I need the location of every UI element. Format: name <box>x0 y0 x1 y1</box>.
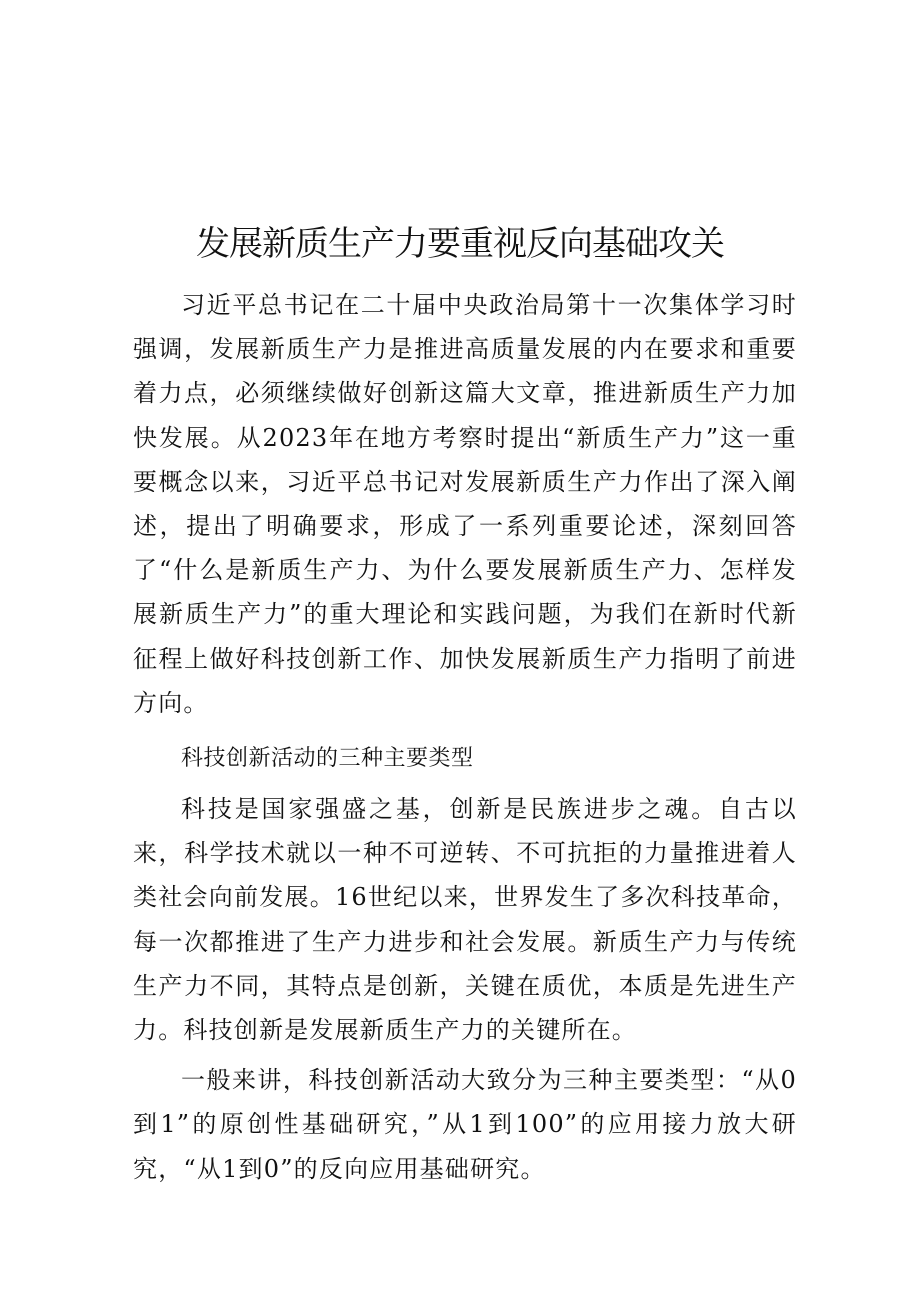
document-title: 发展新质生产力要重视反向基础攻关 <box>196 224 724 264</box>
paragraph-gap <box>133 725 797 731</box>
section-heading: 科技创新活动的三种主要类型 <box>181 746 474 772</box>
paragraph-intro: 习近平总书记在二十届中央政治局第十一次集体学习时强调，发展新质生产力是推进高质量发展的内在要求和重要着力点，必须继续做好创新这篇大文章，推进新质生产力加快发展。从2023年在地方考察时提出“新质生产力”这一重要概念以来，习近平总书记对发展新质生产力作出了深入阐述，提出了明确要求，形成了一系列重要论述，深刻回答了“什么是新质生产力、为什么要发展新质生产力、怎样发展新质生产力”的重大理论和实践问题，为我们在新时代新征程上做好科技创新工作、加快发展新质生产力指明了前进方向。 <box>133 291 797 717</box>
paragraph-three-types: 一般来讲，科技创新活动大致分为三种主要类型：“从0到1”的原创性基础研究，”从1到100”的应用接力放大研究，“从1到0”的反向应用基础研究。 <box>133 1066 797 1183</box>
paragraph-science-tech: 科技是国家强盛之基，创新是民族进步之魂。自古以来，科学技术就以一种不可逆转、不可抗拒的力量推进着人类社会向前发展。16世纪以来，世界发生了多次科技革命，每一次都推进了生产力进步和社会发展。新质生产力与传统生产力不同，其特点是创新，关键在质优，本质是先进生产力。科技创新是发展新质生产力的关键所在。 <box>133 795 797 1045</box>
document-body <box>133 283 797 1191</box>
